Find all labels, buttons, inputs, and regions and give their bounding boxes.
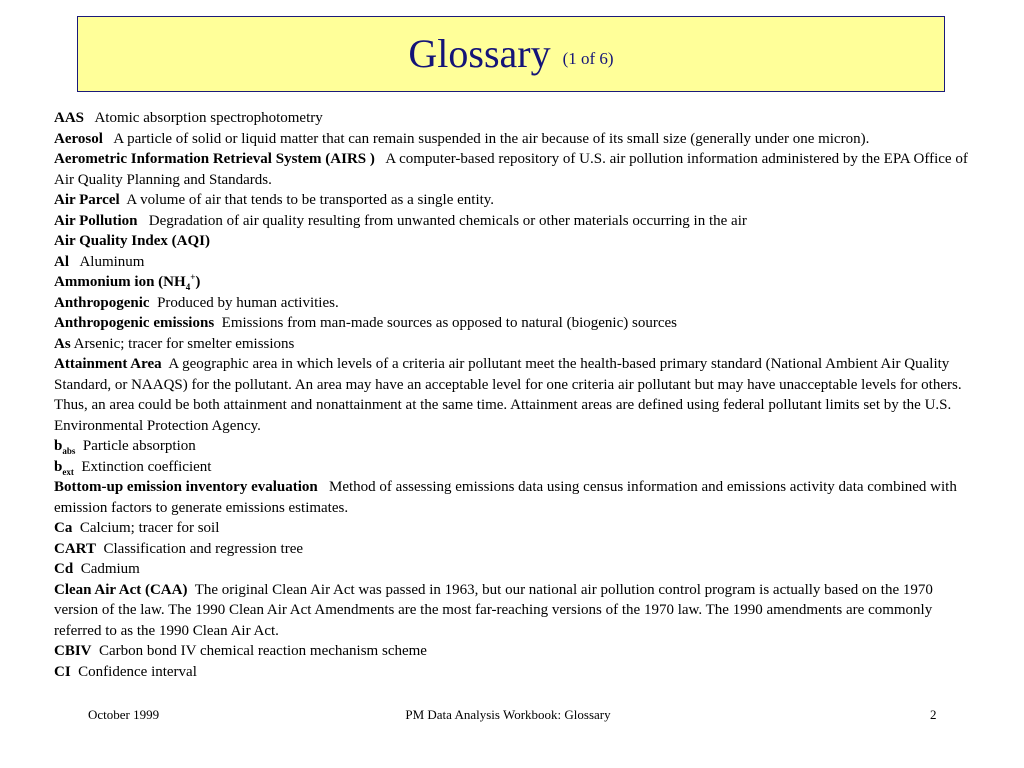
glossary-definition: Calcium; tracer for soil [79, 520, 220, 536]
glossary-entry [54, 436, 980, 457]
glossary-definition: Emissions from man-made sources as opposed to natural (biogenic) sources [221, 315, 677, 331]
glossary-term: Air Pollution [54, 212, 138, 229]
glossary-term: CI [54, 663, 71, 680]
glossary-entry [54, 211, 980, 232]
glossary-definition: A particle of solid or liquid matter that can remain suspended in the air because of its small size (generally under one micron). [113, 130, 870, 147]
glossary-list [54, 108, 980, 682]
glossary-definition: Method of assessing emissions data using census information and emissions activity data combined with emission factors to generate emissions estimates. [54, 479, 957, 516]
glossary-term: $b_{abs}$ [54, 438, 76, 456]
glossary-definition: Confidence interval [78, 663, 197, 680]
glossary-entry [54, 272, 980, 293]
glossary-term: Cd [54, 561, 74, 577]
page-title: Glossary [408, 31, 551, 76]
glossary-definition: Extinction coefficient [81, 458, 212, 475]
glossary-term: Air Quality Index (AQI) [54, 233, 210, 249]
glossary-definition: Carbon bond IV chemical reaction mechanism scheme [99, 643, 427, 659]
glossary-entry [54, 662, 980, 683]
glossary-term: AAS [54, 110, 85, 126]
glossary-entry [54, 231, 980, 252]
page-subtitle: (1 of 6) [562, 48, 614, 68]
footer-date: October 1999 [88, 707, 160, 722]
glossary-definition: Degradation of air quality resulting from unwanted chemicals or other materials occurring in the air [148, 212, 747, 229]
glossary-term: Ammonium ion $(NH_4^+)$ [54, 272, 201, 292]
glossary-term: Aerometric Information Retrieval System (AIRS ) [54, 151, 375, 167]
glossary-definition: Cadmium [80, 561, 140, 577]
glossary-entry [54, 641, 980, 662]
glossary-definition: Atomic absorption spectrophotometry [94, 110, 323, 126]
glossary-definition: Particle absorption [82, 438, 196, 454]
glossary-entry [54, 580, 980, 642]
glossary-entry [54, 518, 980, 539]
glossary-entry [54, 477, 980, 518]
glossary-term: Anthropogenic [54, 294, 150, 311]
glossary-entry [54, 293, 980, 314]
glossary-term: Bottom-up emission inventory evaluation [54, 479, 318, 495]
glossary-entry [54, 354, 980, 436]
glossary-definition: Classification and regression tree [103, 540, 304, 557]
glossary-definition: Aluminum [79, 253, 145, 270]
glossary-term: CART [54, 540, 96, 557]
glossary-definition: A computer-based repository of U.S. air pollution information administered by the EPA Office of Air Quality Planning and Standards. [54, 151, 968, 188]
glossary-term: As [54, 335, 71, 352]
glossary-entry [54, 559, 980, 580]
glossary-term: Anthropogenic emissions [54, 315, 215, 331]
glossary-entry [54, 149, 980, 190]
glossary-entry [54, 313, 980, 334]
glossary-definition: Produced by human activities. [157, 294, 339, 311]
glossary-entry [54, 190, 980, 211]
glossary-term: Aerosol [54, 130, 103, 147]
glossary-term: Attainment Area [54, 356, 162, 372]
glossary-term: Clean Air Act (CAA) [54, 581, 188, 598]
glossary-term: $b_{ext}$ [54, 458, 74, 477]
glossary-term: Ca [54, 520, 73, 536]
footer-title: PM Data Analysis Workbook: Glossary [405, 707, 611, 722]
glossary-definition: Arsenic; tracer for smelter emissions [73, 335, 295, 352]
glossary-term: CBIV [54, 643, 92, 659]
glossary-entry [54, 457, 980, 478]
glossary-term: Al [54, 253, 69, 270]
glossary-entry [54, 129, 980, 150]
glossary-entry [54, 334, 980, 355]
page-number: 2 [930, 707, 937, 722]
glossary-entry [54, 108, 980, 129]
glossary-definition: The original Clean Air Act was passed in 1963, but our national air pollution control program is actually based on the 1970 version of the law. The 1990 Clean Air Act Amendments are the most far-reaching versions of the 1970 law. The 1990 amendments are commonly referred to as the 1990 Clean Air Act. [54, 581, 933, 639]
glossary-definition: A geographic area in which levels of a criteria air pollutant meet the health-based primary standard (National Ambient Air Quality Standard, or NAAQS) for the pollutant. An area may have an acceptable level for one criteria air pollutant but may have unacceptable levels for others. Thus, an area could be both attainment and nonattainment at the same time. Attainment areas are defined using federal pollutant limits set by the U.S. Environmental Protection Agency. [54, 356, 962, 434]
glossary-definition: A volume of air that tends to be transported as a single entity. [126, 192, 495, 208]
title-box [77, 16, 945, 92]
glossary-entry [54, 539, 980, 560]
glossary-entry [54, 252, 980, 273]
glossary-term: Air Parcel [54, 192, 120, 208]
